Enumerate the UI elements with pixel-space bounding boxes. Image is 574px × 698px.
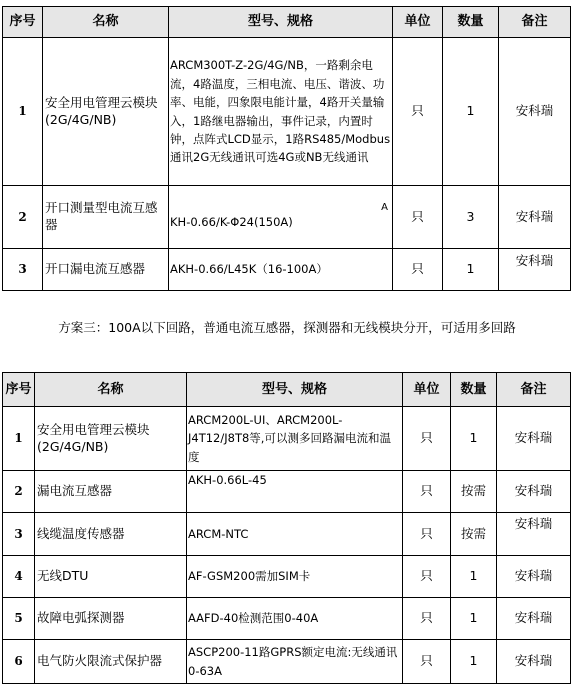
row-name: 无线DTU xyxy=(35,556,187,598)
row-spec: ARCM-NTC xyxy=(187,513,403,556)
row-spec-superscript: A xyxy=(381,201,388,213)
row-spec: ARCM300T-Z-2G/4G/NB，一路剩余电流，4路温度，三相电流、电压、谐波、功率、电能，四象限电能计量，4路开关量输入，1路继电器输出，事件记录，内置时钟，点阵式LCD显示，1路RS485/Modbus通讯2G无线通讯可选4G或NB无线通讯 xyxy=(169,38,393,186)
row-no: 5 xyxy=(3,598,35,640)
header-spec: 型号、规格 xyxy=(187,373,403,407)
row-spec: AF-GSM200需加SIM卡 xyxy=(187,556,403,598)
row-unit: 只 xyxy=(393,186,443,249)
row-remark: 安科瑞 xyxy=(497,640,571,684)
header-qty: 数量 xyxy=(443,7,499,38)
row-no: 2 xyxy=(3,471,35,513)
row-spec: AKH-0.66/L45K（16-100A） xyxy=(169,249,393,291)
table-row xyxy=(3,640,571,684)
header-remark: 备注 xyxy=(497,373,571,407)
header-no: 序号 xyxy=(3,373,35,407)
row-spec: AAFD-40检测范围0-40A xyxy=(187,598,403,640)
row-no: 1 xyxy=(3,38,43,186)
table-row xyxy=(3,407,571,471)
header-qty: 数量 xyxy=(451,373,497,407)
row-spec: AKH-0.66L-45 xyxy=(187,471,403,513)
row-unit: 只 xyxy=(403,513,451,556)
row-spec: ARCM200L-UI、ARCM200L-J4T12/J8T8等,可以测多回路漏电流和温度 xyxy=(187,407,403,471)
row-qty: 1 xyxy=(443,249,499,291)
row-unit: 只 xyxy=(393,38,443,186)
row-qty: 1 xyxy=(451,407,497,471)
row-no: 3 xyxy=(3,513,35,556)
header-name: 名称 xyxy=(35,373,187,407)
header-unit: 单位 xyxy=(403,373,451,407)
equipment-table-2 xyxy=(2,372,571,684)
row-remark: 安科瑞 xyxy=(497,513,571,556)
table-row xyxy=(3,556,571,598)
table-header-row xyxy=(3,373,571,407)
row-remark: 安科瑞 xyxy=(499,249,571,291)
row-remark: 安科瑞 xyxy=(497,556,571,598)
header-unit: 单位 xyxy=(393,7,443,38)
row-no: 3 xyxy=(3,249,43,291)
row-name: 漏电流互感器 xyxy=(35,471,187,513)
row-remark: 安科瑞 xyxy=(497,598,571,640)
row-qty: 1 xyxy=(451,556,497,598)
row-no: 6 xyxy=(3,640,35,684)
table-row xyxy=(3,38,571,186)
row-spec-cell xyxy=(169,186,393,249)
table-row xyxy=(3,513,571,556)
row-remark: 安科瑞 xyxy=(499,186,571,249)
row-no: 1 xyxy=(3,407,35,471)
header-remark: 备注 xyxy=(499,7,571,38)
row-remark: 安科瑞 xyxy=(497,407,571,471)
row-unit: 只 xyxy=(403,598,451,640)
row-unit: 只 xyxy=(403,640,451,684)
row-qty: 1 xyxy=(443,38,499,186)
scheme-note: 方案三：100A以下回路，普通电流互感器，探测器和无线模块分开，可适用多回路 xyxy=(58,320,516,335)
row-remark: 安科瑞 xyxy=(497,471,571,513)
row-no: 2 xyxy=(3,186,43,249)
table-header-row xyxy=(3,7,571,38)
row-name: 故障电弧探测器 xyxy=(35,598,187,640)
row-spec: KH-0.66/K-Φ24(150A) xyxy=(170,214,293,229)
row-unit: 只 xyxy=(403,556,451,598)
row-qty: 按需 xyxy=(451,471,497,513)
row-unit: 只 xyxy=(403,471,451,513)
row-qty: 1 xyxy=(451,640,497,684)
row-name: 安全用电管理云模块(2G/4G/NB) xyxy=(35,407,187,471)
row-spec: ASCP200-11路GPRS额定电流:无线通讯0-63A xyxy=(187,640,403,684)
row-unit: 只 xyxy=(403,407,451,471)
row-qty: 1 xyxy=(451,598,497,640)
row-name: 安全用电管理云模块(2G/4G/NB) xyxy=(43,38,169,186)
row-qty: 按需 xyxy=(451,513,497,556)
row-unit: 只 xyxy=(393,249,443,291)
row-qty: 3 xyxy=(443,186,499,249)
table-row xyxy=(3,249,571,291)
header-no: 序号 xyxy=(3,7,43,38)
row-name: 线缆温度传感器 xyxy=(35,513,187,556)
table-row xyxy=(3,598,571,640)
header-name: 名称 xyxy=(43,7,169,38)
row-name: 开口漏电流互感器 xyxy=(43,249,169,291)
row-name: 开口测量型电流互感器 xyxy=(43,186,169,249)
row-no: 4 xyxy=(3,556,35,598)
equipment-table-1 xyxy=(2,6,571,291)
row-remark: 安科瑞 xyxy=(499,38,571,186)
header-spec: 型号、规格 xyxy=(169,7,393,38)
row-name: 电气防火限流式保护器 xyxy=(35,640,187,684)
table-row xyxy=(3,471,571,513)
table-row xyxy=(3,186,571,249)
